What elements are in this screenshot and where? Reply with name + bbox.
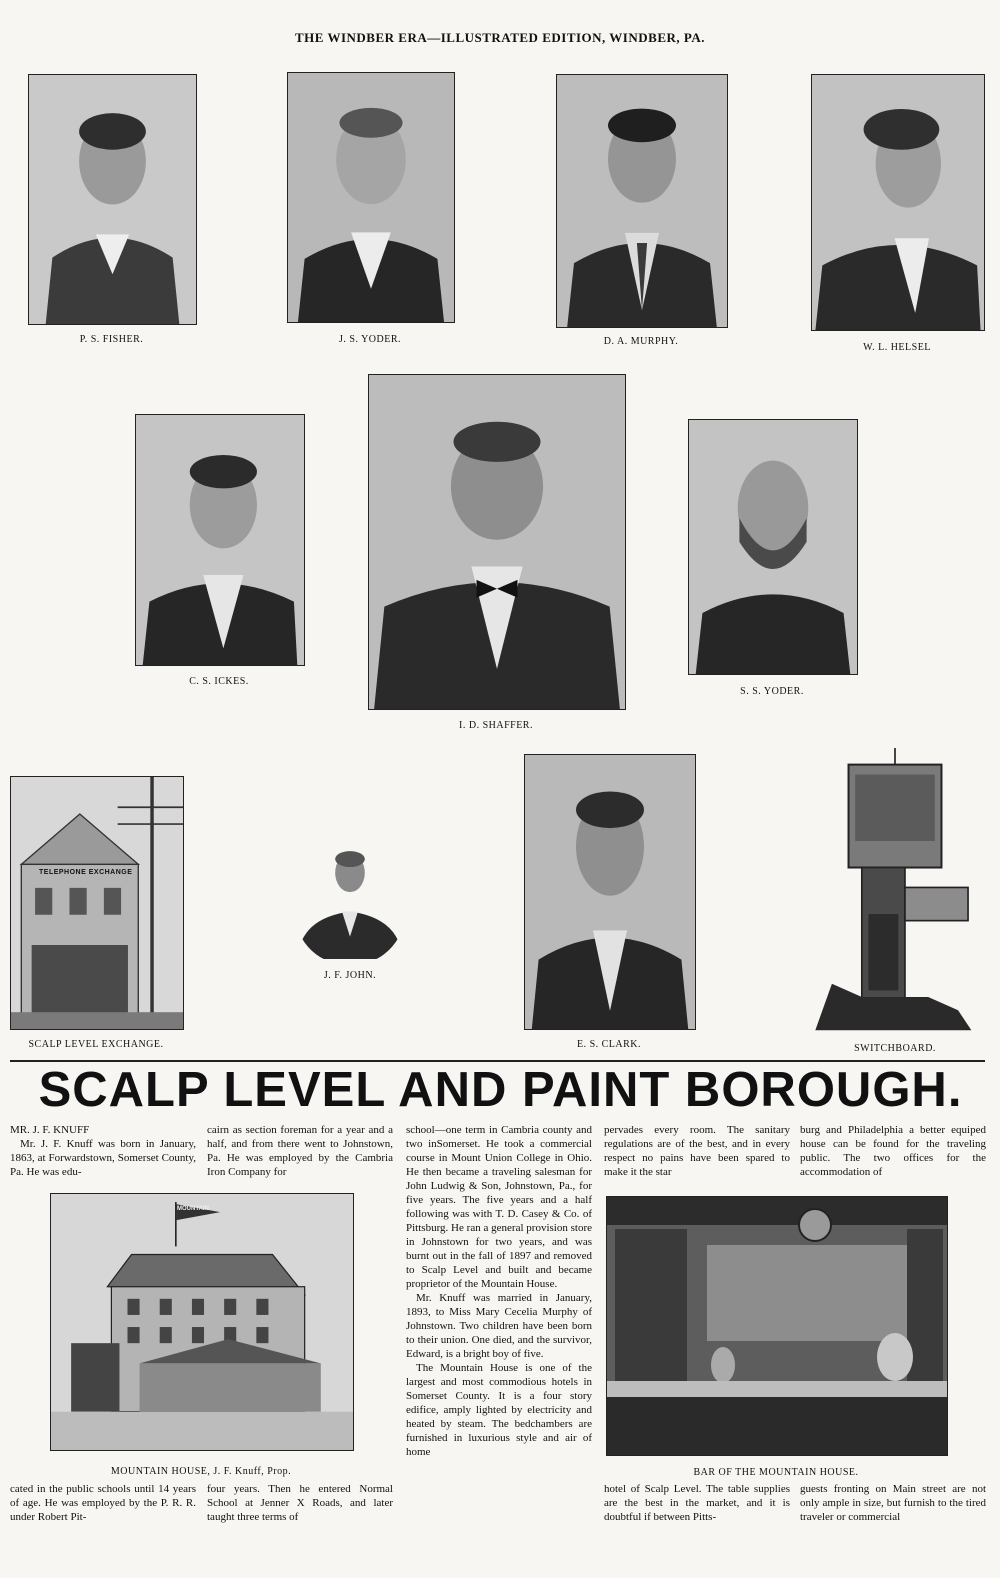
portrait-silhouette-icon bbox=[557, 75, 727, 327]
article-text: pervades every room. The sanitary regulations are of the best, and in every respect no pains have been spared to make it the star bbox=[604, 1124, 790, 1178]
article-col-3 bbox=[406, 1123, 592, 1459]
hotel-flag-text: MOUNTAIN bbox=[177, 1206, 209, 1212]
article-text: four years. Then he entered Normal School at Jenner X Roads, and later taught three terms of bbox=[207, 1483, 393, 1523]
article-text: school—one term in Cambria county and two inSomerset. He took a commercial course in Mount Union College in Ohio. He then became a traveling salesman for John Ludwig & Son, Johnstown, Pa., for five years. The five years and a half following was with T. D. Casey & Co. of Pittsburg. He ran a general provision store in Johnstown for two years, and was burnt out in the fall of 1897 and removed to Scalp Level and built and became proprietor of the Mountain House. bbox=[406, 1124, 592, 1290]
article-text: Mr. Knuff was married in January, 1893, to Miss Mary Cecelia Murphy of Johnstown. Two children have been born to their union. One died, and the survivor, Edward, is a bright boy of five. bbox=[406, 1292, 592, 1360]
article-col-4-bottom bbox=[604, 1482, 790, 1524]
telephone-exchange-sign: TELEPHONE EXCHANGE bbox=[39, 869, 133, 876]
article-col-2-top bbox=[207, 1123, 393, 1179]
portrait-photo-ssyoder bbox=[688, 419, 858, 675]
portrait-photo-clark bbox=[524, 754, 696, 1030]
portrait-photo-helsel bbox=[811, 74, 985, 331]
article-text: Mr. J. F. Knuff was born in January, 1863, at Forwardstown, Somerset County, Pa. He was edu- bbox=[10, 1138, 196, 1178]
article-text: cairn as section foreman for a year and a half, and from there went to Johnstown, Pa. He was employed by the Cambria Iron Company for bbox=[207, 1124, 393, 1178]
article-text: The Mountain House is one of the largest and most commodious hotels in Somerset County. It is a four story edifice, amply lighted by electricity and heated by steam. The bedchambers are furnished in luxurious style and air of home bbox=[406, 1362, 592, 1458]
portrait-silhouette-icon bbox=[812, 75, 984, 330]
mountain-house-caption: MOUNTAIN HOUSE, J. F. Knuff, Prop. bbox=[110, 1466, 292, 1477]
article-text: cated in the public schools until 14 years of age. He was employed by the P. R. R. under Robert Pit- bbox=[10, 1483, 196, 1523]
switchboard-caption: SWITCHBOARD. bbox=[854, 1043, 936, 1054]
hotel-icon bbox=[51, 1194, 353, 1450]
bar-caption: BAR OF THE MOUNTAIN HOUSE. bbox=[693, 1467, 859, 1478]
portrait-caption: S. S. YODER. bbox=[740, 686, 804, 697]
article-text: hotel of Scalp Level. The table supplies are the best in the market, and it is doubtful if between Pitts- bbox=[604, 1483, 790, 1523]
article-col-5-bottom bbox=[800, 1482, 986, 1524]
article-subhead: MR. J. F. KNUFF bbox=[10, 1124, 90, 1136]
switchboard-photo bbox=[812, 748, 978, 1038]
exchange-caption: SCALP LEVEL EXCHANGE. bbox=[28, 1039, 164, 1050]
portrait-caption: E. S. CLARK. bbox=[576, 1039, 642, 1050]
bar-interior-icon bbox=[607, 1197, 947, 1455]
portrait-photo-fisher bbox=[28, 74, 197, 325]
portrait-photo-shaffer bbox=[368, 374, 626, 710]
switchboard-icon bbox=[812, 748, 978, 1039]
article-col-4-top bbox=[604, 1123, 790, 1179]
article-text: burg and Philadelphia a better equiped house can be found for the traveling public. The two offices for the accommodation of bbox=[800, 1124, 986, 1178]
article-col-1-bottom bbox=[10, 1482, 196, 1524]
mountain-house-photo bbox=[50, 1193, 354, 1451]
portrait-silhouette-icon bbox=[293, 834, 407, 959]
portrait-photo-ickes bbox=[135, 414, 305, 666]
portrait-caption: D. A. MURPHY. bbox=[603, 336, 679, 347]
portrait-caption: W. L. HELSEL bbox=[863, 342, 931, 353]
portrait-photo-jsyoder bbox=[287, 72, 455, 323]
portrait-silhouette-icon bbox=[689, 420, 857, 674]
portrait-caption: J. S. YODER. bbox=[338, 334, 402, 345]
portrait-caption: I. D. SHAFFER. bbox=[459, 720, 533, 731]
article-col-2-bottom bbox=[207, 1482, 393, 1524]
portrait-caption: P. S. FISHER. bbox=[79, 334, 144, 345]
portrait-silhouette-icon bbox=[136, 415, 304, 665]
article-text: guests fronting on Main street are not only ample in size, but furnish to the tired traveler or commercial bbox=[800, 1483, 986, 1523]
article-col-5-top bbox=[800, 1123, 986, 1179]
portrait-silhouette-icon bbox=[369, 375, 625, 709]
portrait-photo-john bbox=[293, 834, 407, 964]
portrait-silhouette-icon bbox=[288, 73, 454, 322]
portrait-caption: J. F. JOHN. bbox=[323, 970, 377, 981]
article-col-1-top bbox=[10, 1123, 196, 1179]
portrait-caption: C. S. ICKES. bbox=[189, 676, 249, 687]
building-icon bbox=[11, 777, 183, 1029]
bar-photo bbox=[606, 1196, 948, 1456]
scalp-level-exchange-photo bbox=[10, 776, 184, 1030]
page-headline: SCALP LEVEL AND PAINT BOROUGH. bbox=[38, 1063, 963, 1117]
page-header: THE WINDBER ERA—ILLUSTRATED EDITION, WINDBER, PA. bbox=[294, 30, 705, 45]
portrait-photo-murphy bbox=[556, 74, 728, 328]
portrait-silhouette-icon bbox=[525, 755, 695, 1029]
portrait-silhouette-icon bbox=[29, 75, 196, 324]
